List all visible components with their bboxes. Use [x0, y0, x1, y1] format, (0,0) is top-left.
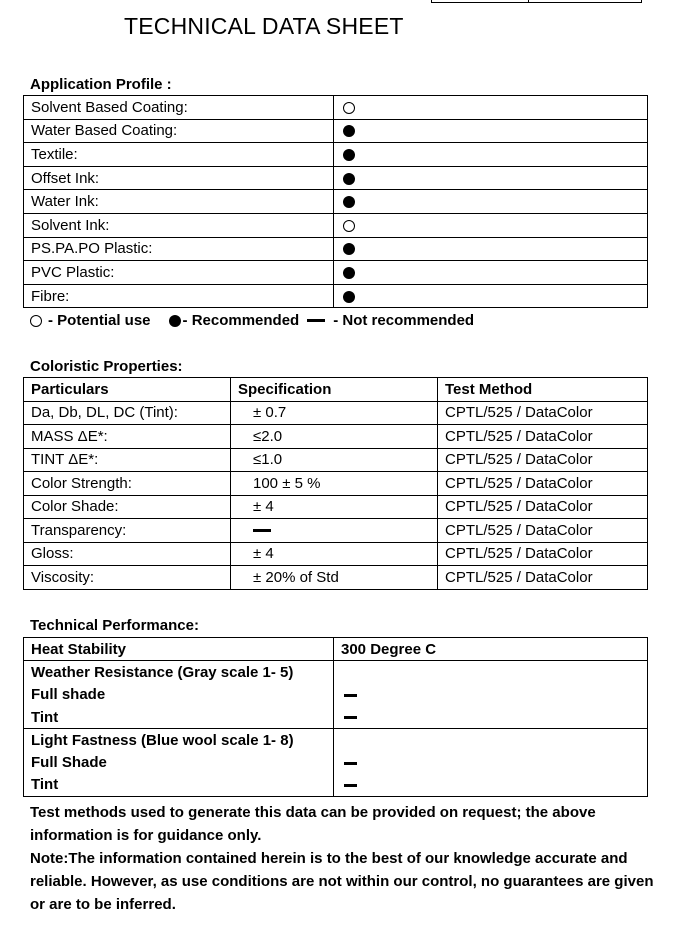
filled-circle-icon: [343, 125, 355, 137]
legend-recommended: - Recommended: [182, 312, 300, 329]
table-row: [24, 751, 648, 773]
specification-cell: ± 20% of Std: [231, 566, 438, 590]
particular-cell: Color Shade:: [24, 495, 231, 519]
heat-stability-value: 300 Degree C: [334, 638, 648, 661]
specification-cell: ± 0.7: [231, 401, 438, 425]
application-label: Water Based Coating:: [24, 119, 334, 143]
table-row: [24, 542, 648, 566]
open-circle-icon: [343, 102, 355, 114]
application-profile-table: [23, 95, 648, 308]
table-header-row: [24, 378, 648, 402]
test-method-cell: CPTL/525 / DataColor: [438, 448, 648, 472]
coloristic-properties-title: Coloristic Properties:: [30, 358, 183, 375]
application-label: PVC Plastic:: [24, 261, 334, 285]
specification-cell: ± 4: [231, 495, 438, 519]
weather-full-shade-label: Full shade: [24, 684, 334, 706]
dash-icon: [307, 319, 325, 322]
document-title: TECHNICAL DATA SHEET: [124, 13, 404, 39]
table-row: [24, 166, 648, 190]
heat-stability-label: Heat Stability: [24, 638, 334, 661]
particular-cell: MASS ΔE*:: [24, 425, 231, 449]
dash-icon: [344, 784, 357, 787]
dash-icon: [253, 529, 271, 532]
light-fastness-label: Light Fastness (Blue wool scale 1- 8): [24, 729, 334, 752]
application-profile-title: Application Profile :: [30, 76, 172, 93]
table-row: [24, 638, 648, 661]
filled-circle-icon: [343, 291, 355, 303]
filled-circle-icon: [343, 196, 355, 208]
coloristic-table: [23, 377, 648, 590]
weather-tint-label: Tint: [24, 706, 334, 729]
notes: [30, 801, 660, 916]
application-label: Solvent Based Coating:: [24, 96, 334, 120]
dash-icon: [344, 762, 357, 765]
table-row: [24, 213, 648, 237]
weather-resistance-label: Weather Resistance (Gray scale 1- 5): [24, 661, 334, 684]
particular-cell: Transparency:: [24, 519, 231, 543]
test-method-cell: CPTL/525 / DataColor: [438, 519, 648, 543]
disclaimer-note: Note:The information contained herein is to the best of our knowledge accurate and reliable. However, as use conditions are not within our control, no guarantees are given or are to be inferred.: [30, 850, 654, 913]
dash-icon: [344, 716, 357, 719]
filled-circle-icon: [343, 243, 355, 255]
test-method-cell: CPTL/525 / DataColor: [438, 566, 648, 590]
table-row: [24, 472, 648, 496]
test-methods-note: Test methods used to generate this data can be provided on request; the above information is for guidance only.: [30, 804, 596, 844]
specification-cell: ± 4: [231, 542, 438, 566]
legend-potential: - Potential use: [48, 312, 151, 329]
application-label: Solvent Ink:: [24, 213, 334, 237]
table-row: [24, 774, 648, 797]
application-label: Offset Ink:: [24, 166, 334, 190]
filled-circle-icon: [343, 149, 355, 161]
application-label: PS.PA.PO Plastic:: [24, 237, 334, 261]
table-row: [24, 284, 648, 308]
table-row: [24, 729, 648, 752]
table-row: [24, 425, 648, 449]
filled-circle-icon: [343, 173, 355, 185]
specification-cell: 100 ± 5 %: [231, 472, 438, 496]
particular-cell: TINT ΔE*:: [24, 448, 231, 472]
light-full-shade-label: Full Shade: [24, 751, 334, 773]
technical-performance-title: Technical Performance:: [30, 617, 199, 634]
column-header: Particulars: [24, 378, 231, 402]
table-row: [24, 261, 648, 285]
table-row: [24, 143, 648, 167]
table-row: [24, 495, 648, 519]
test-method-cell: CPTL/525 / DataColor: [438, 542, 648, 566]
filled-circle-icon: [343, 267, 355, 279]
table-row: [24, 119, 648, 143]
table-row: [24, 706, 648, 729]
table-row: [24, 190, 648, 214]
application-label: Water Ink:: [24, 190, 334, 214]
header-box: [431, 0, 642, 3]
light-tint-label: Tint: [24, 774, 334, 797]
table-row: [24, 401, 648, 425]
legend-not-recommended: - Not recommended: [333, 312, 475, 329]
test-method-cell: CPTL/525 / DataColor: [438, 425, 648, 449]
particular-cell: Color Strength:: [24, 472, 231, 496]
table-row: [24, 237, 648, 261]
test-method-cell: CPTL/525 / DataColor: [438, 401, 648, 425]
specification-cell: [231, 519, 438, 543]
column-header: Test Method: [438, 378, 648, 402]
particular-cell: Gloss:: [24, 542, 231, 566]
table-row: [24, 661, 648, 684]
table-row: [24, 684, 648, 706]
table-row: [24, 566, 648, 590]
open-circle-icon: [30, 315, 42, 327]
particular-cell: Da, Db, DL, DC (Tint):: [24, 401, 231, 425]
application-label: Fibre:: [24, 284, 334, 308]
specification-cell: ≤2.0: [231, 425, 438, 449]
table-row: [24, 96, 648, 120]
test-method-cell: CPTL/525 / DataColor: [438, 472, 648, 496]
dash-icon: [344, 694, 357, 697]
table-row: [24, 519, 648, 543]
application-label: Textile:: [24, 143, 334, 167]
legend: [30, 312, 474, 329]
specification-cell: ≤1.0: [231, 448, 438, 472]
open-circle-icon: [343, 220, 355, 232]
column-header: Specification: [231, 378, 438, 402]
filled-circle-icon: [169, 315, 181, 327]
technical-performance-table: [23, 637, 648, 797]
table-row: [24, 448, 648, 472]
test-method-cell: CPTL/525 / DataColor: [438, 495, 648, 519]
particular-cell: Viscosity:: [24, 566, 231, 590]
